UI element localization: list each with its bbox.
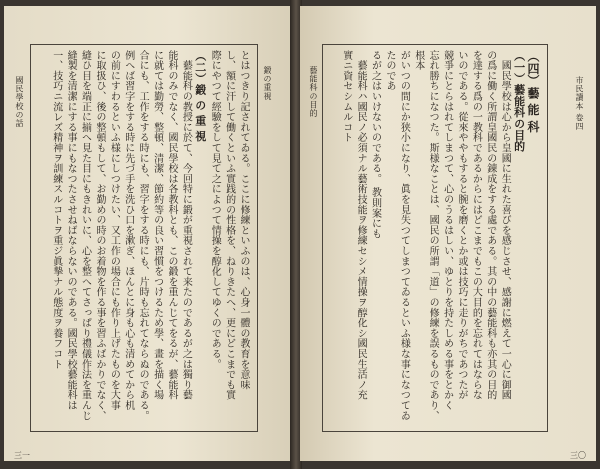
right-line: 忘れ勝ちになつた。斯様なことは、國民の所謂「道」の修練を誤るものであり、根本 bbox=[412, 50, 439, 421]
left-page bbox=[4, 6, 292, 461]
right-line: を達する爲の一教科であるからにはどこまでもこの大目的を忘れてはならな bbox=[470, 50, 482, 401]
right-line: るが之はいけないのである。 教則案にも bbox=[369, 50, 381, 239]
left-line: 縫ひ目を端正に揃へ見た目にもきれいに、心を整へてさっぱり禮儀作法を重んじ bbox=[79, 50, 91, 421]
right-line: 藝能科ハ國民ノ必須ナル藝術技能ヲ修練セシメ情操ヲ醇化シ國民生活ノ充 bbox=[355, 50, 367, 401]
right-line: の爲に働く所謂皇國民の錬成をする處である。其の中の藝能科も亦其の目的 bbox=[484, 50, 496, 401]
left-running-head: 國民學校の話 bbox=[15, 76, 24, 128]
left-line: とはつきり記されてゐる。ここに修練といふのは、心身一體の教育を意味 bbox=[238, 50, 249, 390]
left-subsection-heading: （二）鍛 の 重 視 bbox=[193, 50, 207, 142]
left-line: 合にも、工作をする時にも、習字をする時にも、片時も忘れてならぬのである。 bbox=[137, 50, 149, 421]
right-line: 國民學校は心から皇國に生れた喜びを感じさせ、感謝に燃えて一心に御國 bbox=[499, 50, 511, 401]
left-line: に取扱ひ、後の整頓もして、お勤めの時のお着物を作る事を習ふばかりでなく、 bbox=[93, 50, 105, 421]
left-line: 能科のみでなく、國民學校は各教科とも、この鍛を重んじてをるが、藝能科 bbox=[165, 50, 177, 401]
right-line: いのである。從來ややもすると腕を磨くとか或は技巧に走りがちであつたが bbox=[455, 50, 467, 401]
right-page-number: 三〇 bbox=[570, 451, 586, 460]
left-body-text bbox=[36, 50, 250, 424]
left-line: に就ては勤勞、整頓、清潔、節約等の良い習慣をつけるため學、畫を描く場 bbox=[151, 50, 163, 401]
right-page bbox=[300, 6, 596, 461]
left-line: の前にすわるといふ様にしつけたい、又工作の場合にも作り上げたものを大事 bbox=[108, 50, 120, 411]
right-margin-note: 藝能科の目的 bbox=[309, 66, 318, 118]
right-line: 競爭にとらはれてしまつて、心のうるはしい、ゆとりを持たしめる事をとかく bbox=[441, 50, 453, 411]
right-section-title: （四）藝 能 科 bbox=[526, 50, 540, 133]
left-line: 縫製を清潔にする事にもなつたさせねばならないのである。國民學校藝能科は bbox=[65, 50, 77, 411]
right-body-text bbox=[328, 50, 540, 424]
left-line: 藝能科の教授に於て、今回特に鍛が重視されて来たのであるが之は獨り藝 bbox=[180, 50, 192, 401]
left-page-number: 三一 bbox=[14, 451, 30, 460]
left-line: 例へば習字をする時に先づ手を洗ひ口を漱ぎ、ほんとに身も心も清めてから机 bbox=[122, 50, 134, 411]
right-subsection-title: （一）藝能科の目的 bbox=[512, 50, 526, 152]
left-line: し、額に汗して働くといふ實践的の性格を、ねりきたへ、更にどこまでも實 bbox=[223, 50, 235, 401]
left-margin-note: 鍛の重視 bbox=[263, 66, 272, 101]
left-line: 一、技巧ニ流レズ精神ヲ訓練スルコトヲ重ジ眞摯ナル態度ヲ養フコト bbox=[50, 50, 62, 370]
left-line: 際にやつて經驗をして見て之によつて情操を醇化してゆくのである。 bbox=[209, 50, 221, 370]
right-running-head: 市民讀本 卷四 bbox=[575, 76, 584, 131]
right-line: がいつの間にか狭小になり、眞を見失つてしまつてゐるといふ様な事になつてゐたのであ bbox=[383, 50, 410, 421]
right-line: 實ニ資セシムルコト bbox=[340, 50, 352, 143]
